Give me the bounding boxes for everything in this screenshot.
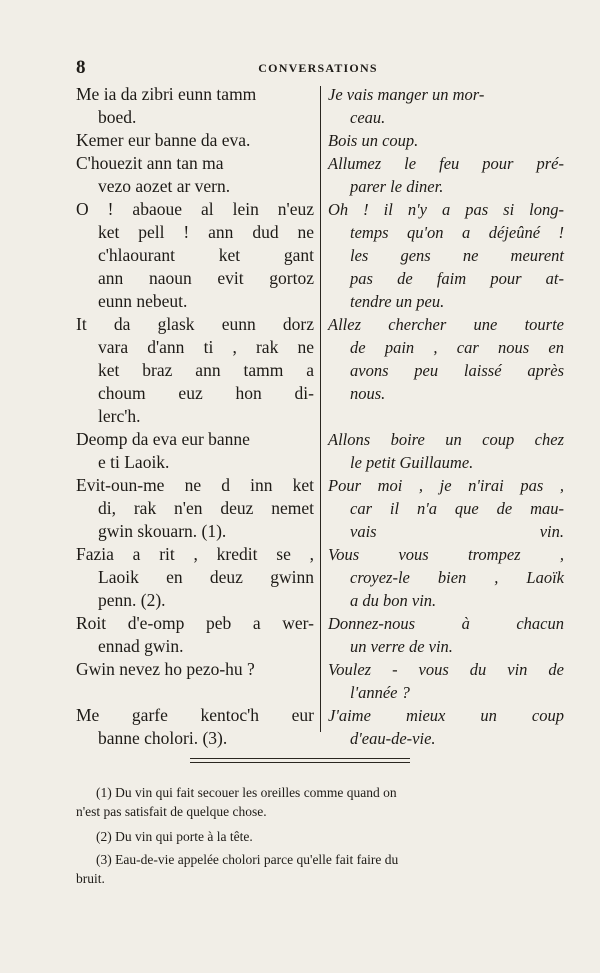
- french-line: vais vin.: [350, 522, 564, 541]
- breton-line: e ti Laoik.: [98, 452, 170, 472]
- breton-entry: [76, 704, 314, 750]
- breton-entry: [76, 658, 314, 681]
- french-line: un verre de vin.: [350, 637, 453, 656]
- breton-line: ket pell ! ann dud ne: [98, 222, 314, 242]
- breton-line: Deomp da eva eur banne: [76, 429, 250, 449]
- french-line: l'année ?: [350, 683, 410, 702]
- footnote-line: (2) Du vin qui porte à la tête.: [96, 829, 253, 844]
- french-line: a du bon vin.: [350, 591, 437, 610]
- french-line: temps qu'on a déjeûné !: [350, 223, 564, 242]
- breton-line: eunn nebeut.: [98, 291, 188, 311]
- french-line: avons peu laissé après: [350, 361, 564, 380]
- french-line: nous.: [350, 384, 386, 403]
- breton-line: It da glask eunn dorz: [76, 314, 314, 334]
- breton-entry: [76, 198, 314, 313]
- french-entry: [328, 474, 564, 543]
- footnote-rule: [190, 758, 410, 759]
- running-title: CONVERSATIONS: [258, 61, 378, 75]
- breton-line: ann naoun evit gortoz: [98, 268, 314, 288]
- breton-line: Evit-oun-me ne d inn ket: [76, 475, 314, 495]
- french-entry: [328, 129, 564, 152]
- breton-line: ket braz ann tamm a: [98, 360, 314, 380]
- breton-line: choum euz hon di-: [98, 383, 314, 403]
- french-line: pas de faim pour at-: [350, 269, 564, 288]
- breton-line: O ! abaoue al lein n'euz: [76, 199, 314, 219]
- footnote-line: (3) Eau-de-vie appelée cholori parce qu'elle fait faire du: [96, 852, 399, 867]
- footnote-rule-double: [190, 762, 410, 763]
- french-line: de pain , car nous en: [350, 338, 564, 357]
- french-entry: [328, 152, 564, 198]
- breton-entry: [76, 612, 314, 658]
- page-number: 8: [76, 57, 86, 78]
- french-line: Allons boire un coup chez: [328, 430, 564, 449]
- breton-line: Gwin nevez ho pezo-hu ?: [76, 659, 255, 679]
- french-line: Allumez le feu pour pré-: [328, 154, 564, 173]
- french-line: Je vais manger un mor-: [328, 85, 485, 104]
- french-line: Vous vous trompez ,: [328, 545, 564, 564]
- breton-line: banne cholori. (3).: [98, 728, 228, 748]
- french-line: Bois un coup.: [328, 131, 419, 150]
- breton-entry: [76, 543, 314, 612]
- french-entry: [328, 612, 564, 658]
- french-entry: [328, 428, 564, 474]
- page-header: [76, 57, 560, 79]
- footnote: [76, 783, 560, 821]
- french-entry: [328, 313, 564, 405]
- breton-entry: [76, 152, 314, 198]
- breton-line: ennad gwin.: [98, 636, 184, 656]
- french-line: croyez-le bien , Laoïk: [350, 568, 564, 587]
- french-line: ceau.: [350, 108, 386, 127]
- breton-entry: [76, 83, 314, 129]
- breton-entry: [76, 474, 314, 543]
- french-line: Allez chercher une tourte: [328, 315, 564, 334]
- breton-line: c'hlaourant ket gant: [98, 245, 314, 265]
- footnote: [76, 850, 560, 888]
- french-entry: [328, 543, 564, 612]
- french-line: tendre un peu.: [350, 292, 445, 311]
- breton-line: Laoik en deuz gwinn: [98, 567, 314, 587]
- footnote-line: bruit.: [76, 871, 105, 886]
- french-entry: [328, 198, 564, 313]
- footnote-line: n'est pas satisfait de quelque chose.: [76, 804, 267, 819]
- french-entry: [328, 704, 564, 750]
- french-line: parer le diner.: [350, 177, 444, 196]
- breton-line: C'houezit ann tan ma: [76, 153, 224, 173]
- french-line: le petit Guillaume.: [350, 453, 474, 472]
- breton-line: Roit d'e-omp peb a wer-: [76, 613, 314, 633]
- french-line: Pour moi , je n'irai pas ,: [328, 476, 564, 495]
- footnote: [76, 827, 560, 846]
- breton-line: vara d'ann ti , rak ne: [98, 337, 314, 357]
- breton-line: gwin skouarn. (1).: [98, 521, 227, 541]
- breton-line: penn. (2).: [98, 590, 166, 610]
- footnote-line: (1) Du vin qui fait secouer les oreilles comme quand on: [96, 785, 397, 800]
- column-divider: [320, 86, 321, 732]
- breton-entry: [76, 129, 314, 152]
- french-line: les gens ne meurent: [350, 246, 564, 265]
- breton-line: Me garfe kentoc'h eur: [76, 705, 314, 725]
- french-line: Oh ! il n'y a pas si long-: [328, 200, 564, 219]
- french-entry: [328, 83, 564, 129]
- french-line: car il n'a que de mau-: [350, 499, 564, 518]
- breton-entry: [76, 428, 314, 474]
- breton-line: Me ia da zibri eunn tamm: [76, 84, 257, 104]
- breton-line: boed.: [98, 107, 137, 127]
- breton-line: di, rak n'en deuz nemet: [98, 498, 314, 518]
- french-line: d'eau-de-vie.: [350, 729, 436, 748]
- french-line: Voulez - vous du vin de: [328, 660, 564, 679]
- french-entry: [328, 658, 564, 704]
- breton-line: Kemer eur banne da eva.: [76, 130, 251, 150]
- french-line: Donnez-nous à chacun: [328, 614, 564, 633]
- french-line: J'aime mieux un coup: [328, 706, 564, 725]
- breton-entry: [76, 313, 314, 428]
- breton-line: vezo aozet ar vern.: [98, 176, 231, 196]
- breton-line: lerc'h.: [98, 406, 141, 426]
- breton-line: Fazia a rit , kredit se ,: [76, 544, 314, 564]
